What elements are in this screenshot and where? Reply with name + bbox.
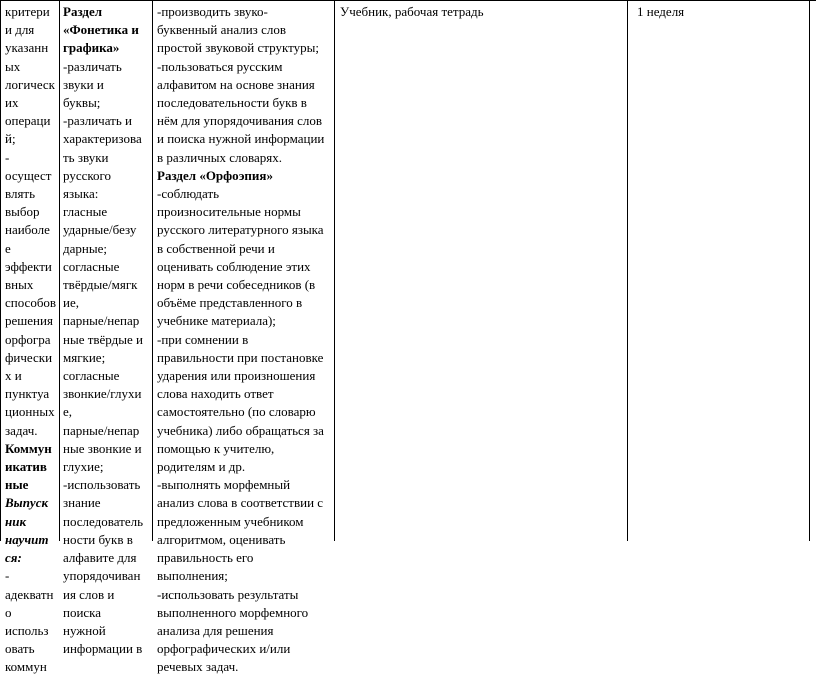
text-line: русского bbox=[63, 167, 112, 183]
text-line: звонкие/глухи bbox=[63, 386, 142, 402]
text-line: парные/непар bbox=[63, 313, 140, 329]
text-line: буквенный анализ слов bbox=[157, 22, 286, 38]
text-line: влять bbox=[5, 186, 36, 202]
text-line: указанн bbox=[5, 40, 49, 56]
text-line: коммун bbox=[5, 659, 47, 675]
text-line: ударения или произношения bbox=[157, 368, 316, 384]
text-line: -при сомнении в bbox=[157, 331, 249, 347]
text-line: фически bbox=[5, 349, 53, 365]
text-line: ударные/безу bbox=[63, 222, 137, 238]
text-line: решения bbox=[5, 313, 53, 329]
text-line: -производить звуко- bbox=[157, 4, 268, 19]
materials-cell: Учебник, рабочая тетрадь bbox=[340, 4, 484, 19]
text-line: овать bbox=[5, 641, 35, 657]
text-line: наиболе bbox=[5, 222, 50, 238]
text-line: последователь bbox=[63, 513, 144, 529]
text-line: «Фонетика и bbox=[63, 22, 139, 38]
text-line: -различать и bbox=[63, 113, 132, 129]
text-line: ся: bbox=[5, 550, 22, 566]
column-border bbox=[334, 0, 335, 541]
text-line: - bbox=[5, 149, 10, 165]
text-line: поиска bbox=[63, 604, 102, 620]
duration-cell: 1 неделя bbox=[637, 4, 685, 19]
text-line: оценивать соблюдение этих bbox=[157, 258, 311, 274]
text-line: родителям и др. bbox=[157, 459, 246, 475]
text-line: - bbox=[5, 568, 10, 584]
text-line: правильность его bbox=[157, 550, 254, 566]
text-line: и для bbox=[5, 22, 35, 38]
column-border bbox=[0, 0, 1, 541]
text-line: последовательности букв в bbox=[157, 95, 307, 111]
text-line: е, bbox=[63, 404, 73, 420]
text-line: способов bbox=[5, 295, 57, 311]
text-line: выполнения; bbox=[157, 568, 228, 584]
text-line: правильности при постановке bbox=[157, 349, 324, 365]
text-line: согласные bbox=[63, 368, 120, 384]
column-border bbox=[627, 0, 628, 541]
text-line: о bbox=[5, 604, 12, 620]
text-line: согласные bbox=[63, 258, 120, 274]
text-line: ные твёрдые и bbox=[63, 331, 143, 347]
text-line: звуки и bbox=[63, 76, 104, 92]
text-line: знание bbox=[63, 495, 101, 511]
text-line: ия слов и bbox=[63, 586, 115, 602]
text-line: самостоятельно (по словарю bbox=[157, 404, 316, 420]
text-line: и поиска нужной информации bbox=[157, 131, 325, 147]
text-line: х и bbox=[5, 368, 22, 384]
text-line: -различать bbox=[63, 58, 122, 74]
text-line: парные/непар bbox=[63, 422, 140, 438]
text-line: норм в речи собеседников (в bbox=[157, 277, 316, 293]
text-line: объёме представленного в bbox=[157, 295, 303, 311]
text-line: графика» bbox=[63, 40, 120, 56]
text-line: операци bbox=[5, 113, 51, 129]
text-line: критери bbox=[5, 4, 50, 19]
text-line: ть звуки bbox=[63, 149, 109, 165]
text-line: задач. bbox=[5, 422, 38, 438]
text-line: й; bbox=[5, 131, 16, 147]
text-line: анализа для решения bbox=[157, 622, 274, 638]
text-line: мягкие; bbox=[63, 349, 106, 365]
text-line: пунктуа bbox=[5, 386, 50, 402]
text-line: слова находить ответ bbox=[157, 386, 274, 402]
text-line: ности букв в bbox=[63, 531, 133, 547]
text-line: в различных словарях. bbox=[157, 149, 282, 165]
text-line: ные звонкие и bbox=[63, 440, 142, 456]
text-line: логическ bbox=[5, 76, 55, 92]
text-line: е bbox=[5, 240, 11, 256]
text-line: упорядочиван bbox=[63, 568, 141, 584]
text-line: Раздел «Орфоэпия» bbox=[157, 167, 273, 183]
text-line: орфогра bbox=[5, 331, 51, 347]
text-line: вных bbox=[5, 277, 34, 293]
text-line: использ bbox=[5, 622, 49, 638]
text-line: -использовать bbox=[63, 477, 141, 493]
text-line: ционных bbox=[5, 404, 55, 420]
table-top-border bbox=[0, 0, 816, 1]
column-border bbox=[152, 0, 153, 541]
text-line: выбор bbox=[5, 204, 40, 220]
text-line: Раздел bbox=[63, 4, 103, 19]
text-line: -выполнять морфемный bbox=[157, 477, 291, 493]
text-line: произносительные нормы bbox=[157, 204, 301, 220]
text-line: -использовать результаты bbox=[157, 586, 299, 602]
phonetics-section-cell bbox=[63, 3, 149, 658]
text-line: гласные bbox=[63, 204, 108, 220]
text-line: ие, bbox=[63, 295, 79, 311]
learning-outcomes-cell bbox=[157, 3, 332, 677]
text-line: учебника) либо обращаться за bbox=[157, 422, 324, 438]
text-line: икатив bbox=[5, 459, 47, 475]
column-border bbox=[59, 0, 60, 541]
text-line: алфавитом на основе знания bbox=[157, 76, 315, 92]
text-line: учебнике материала); bbox=[157, 313, 276, 329]
text-line: анализ слова в соответствии с bbox=[157, 495, 324, 511]
text-line: нужной bbox=[63, 622, 106, 638]
text-line: ные bbox=[5, 477, 29, 493]
text-line: Коммун bbox=[5, 440, 52, 456]
text-line: ых bbox=[5, 58, 21, 74]
column-border bbox=[809, 0, 810, 541]
text-line: языка: bbox=[63, 186, 99, 202]
text-line: алфавите для bbox=[63, 550, 137, 566]
text-line: научит bbox=[5, 531, 49, 547]
text-line: дарные; bbox=[63, 240, 107, 256]
text-line: Выпуск bbox=[5, 495, 49, 511]
text-line: адекватн bbox=[5, 586, 54, 602]
text-line: -пользоваться русским bbox=[157, 58, 283, 74]
text-line: информации в bbox=[63, 641, 143, 657]
text-line: ник bbox=[5, 513, 27, 529]
text-line: глухие; bbox=[63, 459, 104, 475]
text-line: нём для упорядочивания слов bbox=[157, 113, 323, 129]
skills-criteria-cell bbox=[5, 3, 57, 677]
text-line: в собственной речи и bbox=[157, 240, 275, 256]
text-line: их bbox=[5, 95, 19, 111]
text-line: помощью к учителю, bbox=[157, 440, 275, 456]
text-line: характеризова bbox=[63, 131, 142, 147]
text-line: -соблюдать bbox=[157, 186, 220, 202]
text-line: простой звуковой структуры; bbox=[157, 40, 319, 56]
text-line: осущест bbox=[5, 167, 52, 183]
text-line: русского литературного языка bbox=[157, 222, 324, 238]
text-line: эффекти bbox=[5, 258, 52, 274]
text-line: алгоритмом, оценивать bbox=[157, 531, 286, 547]
text-line: твёрдые/мягк bbox=[63, 277, 138, 293]
text-line: выполненного морфемного bbox=[157, 604, 309, 620]
text-line: буквы; bbox=[63, 95, 101, 111]
text-line: предложенным учебником bbox=[157, 513, 304, 529]
text-line: речевых задач. bbox=[157, 659, 239, 675]
text-line: орфографических и/или bbox=[157, 641, 291, 657]
